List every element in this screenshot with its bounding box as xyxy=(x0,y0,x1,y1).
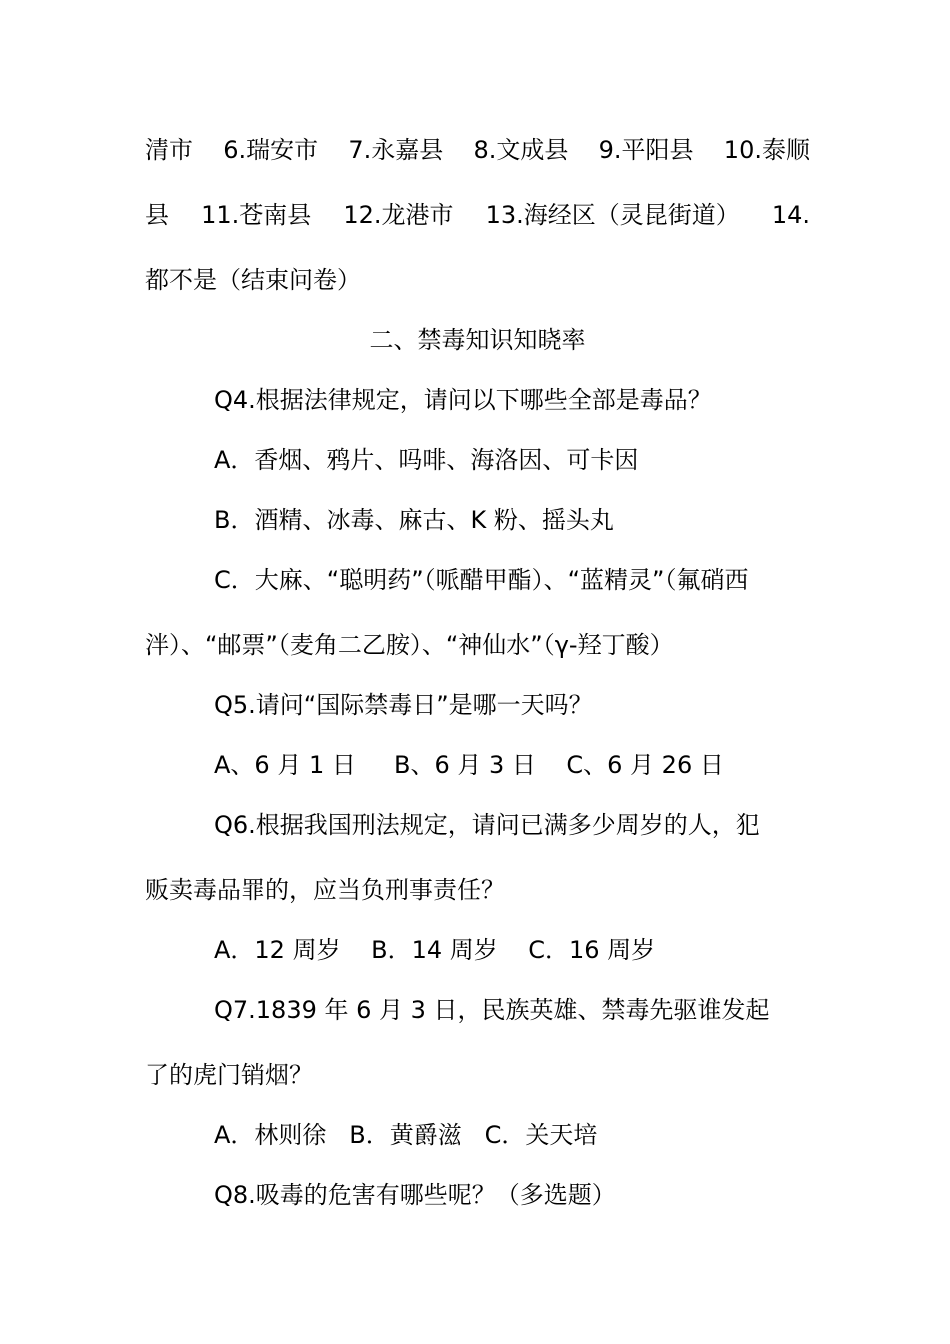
q6-question: Q6.根据我国刑法规定，请问已满多少周岁的人，犯 xyxy=(214,811,760,839)
region-option: 7.永嘉县 xyxy=(348,136,444,164)
q5-question: Q5.请问“国际禁毒日”是哪一天吗？ xyxy=(214,691,593,719)
region-option: 14. xyxy=(771,201,810,229)
region-option: 11.苍南县 xyxy=(201,201,312,229)
q4-option-c: C．大麻、“聪明药”（哌醋甲酯）、“蓝精灵”（氟硝西 xyxy=(214,566,749,594)
q4-option-c-continued: 泮）、“邮票”（麦角二乙胺）、“神仙水”（γ-羟丁酸） xyxy=(145,631,674,659)
q7-question: Q7.1839 年 6 月 3 日，民族英雄、禁毒先驱谁发起 xyxy=(214,996,770,1024)
region-options-line-1 xyxy=(145,135,810,165)
region-options-line-3: 都不是（结束问卷） xyxy=(145,266,361,294)
q6-options: A．12 周岁 B．14 周岁 C．16 周岁 xyxy=(214,936,656,964)
region-option: 县 xyxy=(145,201,169,229)
q4-option-b: B．酒精、冰毒、麻古、K 粉、摇头丸 xyxy=(214,506,614,534)
region-option: 12.龙港市 xyxy=(343,201,454,229)
q5-options: A、6 月 1 日 B、6 月 3 日 C、6 月 26 日 xyxy=(214,751,724,779)
q7-options: A．林则徐 B．黄爵滋 C．关天培 xyxy=(214,1121,598,1149)
region-options-line-2 xyxy=(145,200,810,230)
q8-question: Q8.吸毒的危害有哪些呢？（多选题） xyxy=(214,1181,616,1209)
section-title: 二、禁毒知识知晓率 xyxy=(369,326,586,354)
q4-option-a: A．香烟、鸦片、吗啡、海洛因、可卡因 xyxy=(214,446,639,474)
region-option: 6.瑞安市 xyxy=(223,136,319,164)
q6-question-continued: 贩卖毒品罪的，应当负刑事责任？ xyxy=(145,876,505,904)
region-option: 清市 xyxy=(145,136,193,164)
q4-question: Q4.根据法律规定，请问以下哪些全部是毒品？ xyxy=(214,386,712,414)
region-option: 13.海经区（灵昆街道） xyxy=(485,201,740,229)
region-option: 9.平阳县 xyxy=(598,136,694,164)
q7-question-continued: 了的虎门销烟？ xyxy=(145,1061,313,1089)
region-option: 10.泰顺 xyxy=(723,136,810,164)
region-option: 8.文成县 xyxy=(473,136,569,164)
